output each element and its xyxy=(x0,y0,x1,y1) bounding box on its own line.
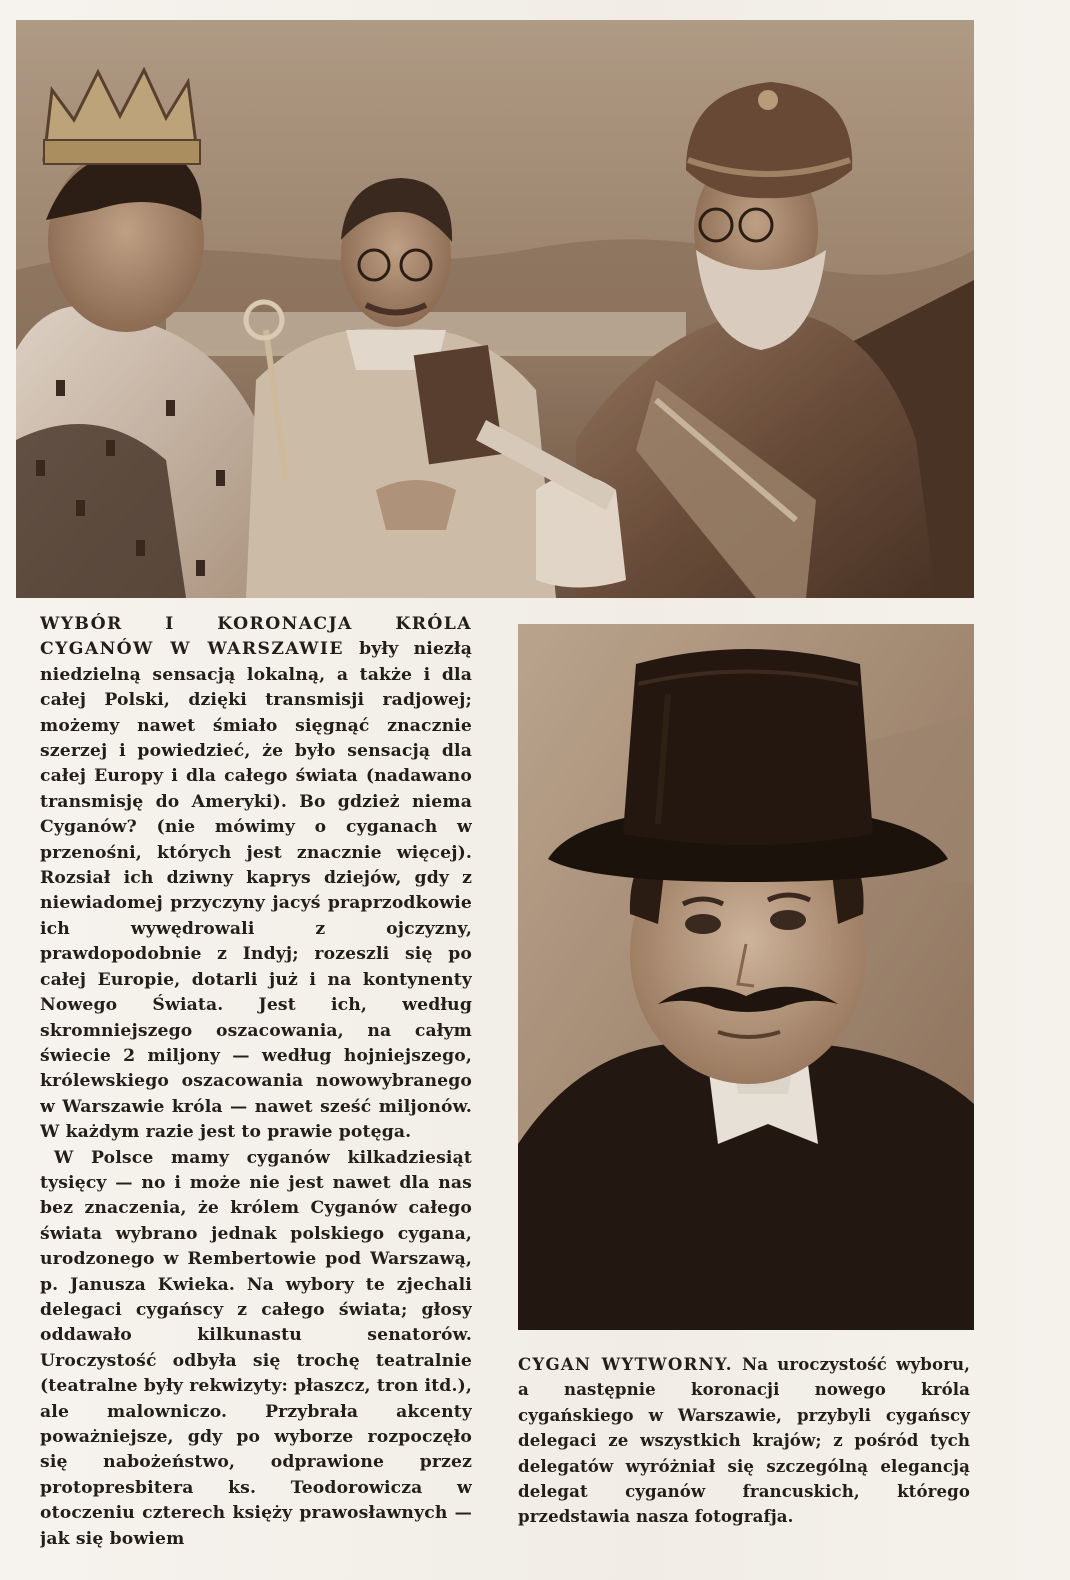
coronation-illustration xyxy=(16,20,974,598)
article-headline-lead: WYBÓR I KORONACJA KRÓLA CYGANÓW W WARSZAWIE xyxy=(40,614,472,660)
caption-text: Na uroczystość wyboru, a następnie koronacji nowego króla cygańskiego w Warszawie, przybyli cygańscy delegaci ze wszystkich krajów; z pośród tych delegatów wyróżniał się szczególną elegancją delegat cyganów francuskich, którego przedstawia nasza fotografja. xyxy=(518,1354,970,1527)
article-paragraph-1 xyxy=(40,612,472,1146)
article-paragraph-1-text: były niezłą niedzielną sensacją lokalną, a także i dla całej Polski, dzięki transmisji radjowej; możemy nawet śmiało sięgnąć znacznie szerzej i powiedzieć, że było sensacją dla całej Europy i dla całego świata (nadawano transmisję do Ameryki). Bo gdzież niema Cyganów? (nie mówimy o cyganach w przenośni, których jest znacznie więcej). Rozsiał ich dziwny kaprys dziejów, gdy z niewiadomej przyczyny jacyś praprzodkowie ich wywędrowali z ojczyzny, prawdopodobnie z Indyj; rozeszli się po całej Europie, dotarli już i na kontynenty Nowego Świata. Jest ich, według skromniejszego oszacowania, na całym świecie 2 miljony — według hojniejszego, królewskiego oszacowania nowowybranego w Warszawie króla — nawet sześć miljonów. W każdym razie jest to prawie potęga. xyxy=(40,639,472,1143)
top-hat-portrait-illustration xyxy=(518,624,974,1330)
delegate-portrait-photo xyxy=(518,624,974,1330)
photo-caption xyxy=(518,1352,970,1530)
caption-lead: CYGAN WYTWORNY. xyxy=(518,1354,733,1374)
article-paragraph-2: W Polsce mamy cyganów kilkadziesiąt tysięcy — no i może nie jest nawet dla nas bez znaczenia, że królem Cyganów całego świata wybrano jednak polskiego cygana, urodzonego w Rembertowie pod Warszawą, p. Janusza Kwieka. Na wybory te zjechali delegaci cygańscy z całego świata; głosy oddawało kilkunastu senatorów. Uroczystość odbyła się trochę teatralnie (teatralne były rekwizyty: płaszcz, tron itd.), ale malowniczo. Przybrała akcenty poważniejsze, gdy po wyborze rozpoczęło się nabożeństwo, odprawione przez protopresbitera ks. Teodorowicza w otoczeniu czterech księży prawosławnych — jak się bowiem xyxy=(40,1147,472,1549)
coronation-photo xyxy=(16,20,974,598)
article-body xyxy=(40,612,472,1580)
